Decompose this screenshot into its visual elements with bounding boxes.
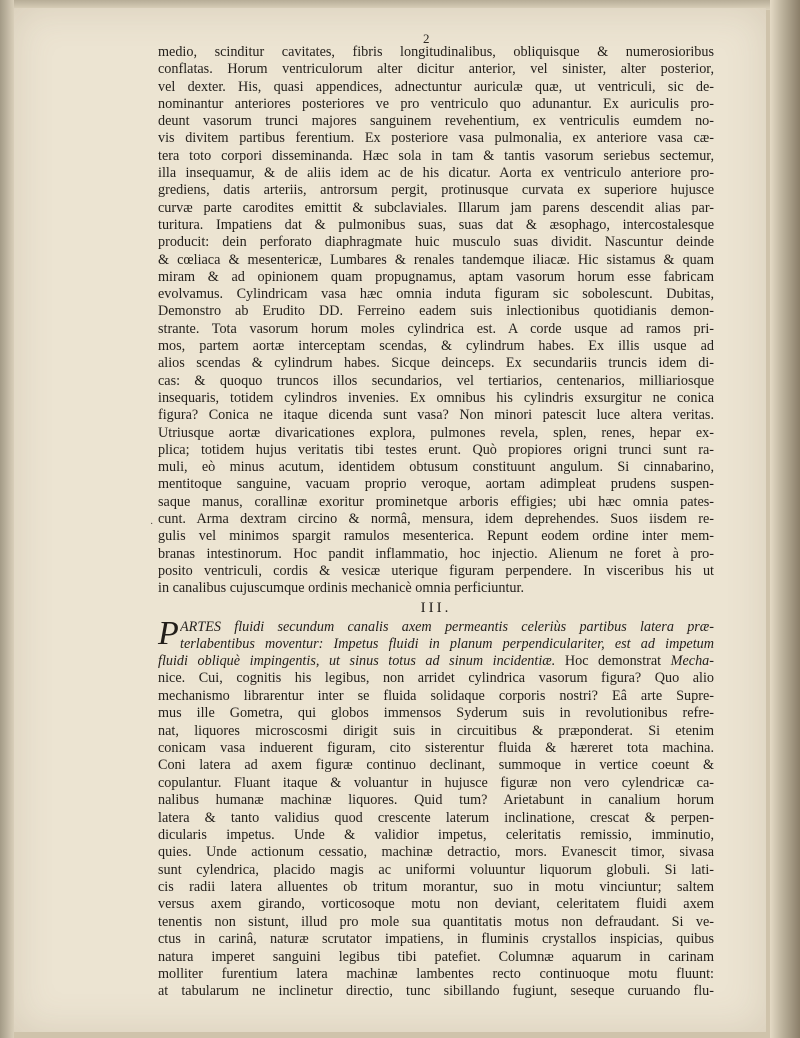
text-line: mus ille Gometra, qui globos immensos Syderum suis in revolutionibus refre- — [158, 705, 714, 722]
text-line: saque manus, corallinæ exoritur prominetque arboris effigies; ubi hæc omnia pates- — [158, 493, 714, 510]
text-line: evolvamus. Cylindricam vasa hæc omnia induta figuram sic sobolescunt. Dubitas, — [158, 286, 714, 303]
paragraph-2 — [158, 670, 714, 1000]
text-line: versus axem girando, vorticosoque motu non deviant, celeritatem fluidi axem — [158, 896, 714, 913]
text-line: vis divitem partibus ferentium. Ex posteriore vasa pulmonalia, ex anteriore vasa cæ- — [158, 130, 714, 147]
text-line: curvæ parte carodites emittit & subclaviales. Illarum jam parens descendit alias par- — [158, 199, 714, 216]
text-line: figura? Conica ne itaque dicenda sunt vasa? Non minori patescit luce altera veritas. — [158, 407, 714, 424]
italic-span: Mecha- — [670, 653, 714, 670]
paragraph-2-opening — [158, 614, 714, 671]
page-text — [158, 44, 714, 1001]
text-line: posito ventriculi, cordis & vesicæ uterique figuram perpendere. In visceribus his ut — [158, 562, 714, 579]
text-line: sunt cylendrica, placido magis ac uniformi voluuntur liquorum globuli. Si lati- — [158, 861, 714, 878]
text-line: medio, scinditur cavitates, fibris longitudinalibus, obliquisque & numerosioribus — [158, 44, 714, 60]
text-line: producit: dein perforato diaphragmate huic musculo suas dividit. Nascuntur deinde — [158, 234, 714, 251]
text-line: latera & tanto validius quod crescente laterum inclinatione, crescat & perpen- — [158, 809, 714, 826]
text-line: insequaris, totidem cylindros invenies. Ex omnibus his cylindris exsurgitur ne conica — [158, 389, 714, 406]
text-line: quies. Unde actionum cessatio, machinæ detractio, mors. Evanescit timor, sivasa — [158, 844, 714, 861]
text-line: cis radii latera alluentes ob tritum morantur, suo in motu vinciuntur; saltem — [158, 879, 714, 896]
book-right-edge — [770, 0, 800, 1038]
text-line: ctus in carinâ, naturæ scrutator impatiens, in fluminis crystallos inspicias, quibus — [158, 931, 714, 948]
text-line: tera toto corpori disseminanda. Hæc sola in tam & tantis vasorum seriebus sectemur, — [158, 147, 714, 164]
text-line: plica; totidem hujus veritatis tibi testes erunt. Quò propiores origni trunci sunt ra- — [158, 441, 714, 458]
text-line: at tabularum ne inclinetur directio, tunc sibillando fugiunt, seseque curuando flu- — [158, 983, 714, 1000]
text-line: strante. Tota vasorum horum moles cylindrica est. A corde usque ad ramos pri- — [158, 320, 714, 337]
text-line: Demonstro ab Erudito DD. Ferreino eadem suis inlectionibus quotidianis demon- — [158, 303, 714, 320]
text-line: mentitoque sanguine, vacuam proprio veroque, aortam adimpleat prudens suspen- — [158, 476, 714, 493]
book-left-edge — [0, 0, 14, 1038]
text-line: branas intestinorum. Hoc pandit inflammatio, hoc injectio. Alienum ne foret à pro- — [158, 545, 714, 562]
page-number: 2 — [423, 31, 430, 46]
text-line: turitura. Impatiens dat & pulmonibus suas, suas dat & æsophago, intercostalesque — [158, 216, 714, 233]
text-line: vel dexter. His, quasi appendices, adnectuntur auriculæ quæ, ut ventriculi, sic de- — [158, 78, 714, 95]
text-line: cunt. Arma dextram circino & normâ, mensura, idem deprehendes. Suos iisdem re- — [158, 511, 714, 528]
text-line: & cœliaca & mesentericæ, Lumbares & renales tandemque iliacæ. Hic sistamus & quam — [158, 251, 714, 268]
drop-cap: P — [158, 614, 179, 652]
section-number: III. — [420, 599, 452, 616]
text-line: nominantur anteriores posteriores ve pro ventriculo quo adunantur. Ex auriculis pro- — [158, 95, 714, 112]
text-line: tenentis non sistunt, illud pro mole sua quantitatis motus non defraudant. Si ve- — [158, 913, 714, 930]
text-line: mechanismo librarentur inter se fluida solidaque corporis nostri? Eâ arte Supre- — [158, 687, 714, 704]
text-line: natura imperet sanguini legibus tibi patefiet. Columnæ aquarum in carinam — [158, 948, 714, 965]
text-line: copulantur. Fluant itaque & voluantur in hujusce figuræ non vero cylendricæ ca- — [158, 774, 714, 791]
text-line: alios scendas & cylindrum habes. Sicque deinceps. Ex secundariis truncis idem di- — [158, 355, 714, 372]
text-line: illa insequamur, & de aliis idem ac de his dicatur. Aorta ex ventriculo anteriore pro- — [158, 165, 714, 182]
text-line: nice. Cui, cognitis his legibus, non arridet cylindrica vasorum figura? Quo alio — [158, 670, 714, 687]
text-line: Utriusque aortæ divaricationes explora, pulmones revela, splen, renes, hepar ex- — [158, 424, 714, 441]
paragraph-1 — [158, 44, 714, 598]
text-line: gulis vel minimos spargit ramulos mesenterica. Repunt eodem ordine inter mem- — [158, 528, 714, 545]
text-line: miram & ad opinionem quam propugnamus, aptam vasorum horum esse fabricam — [158, 268, 714, 285]
text-line: cas: & quoquo truncos illos secundarios, vel tertiarios, centenarios, milliariosque — [158, 372, 714, 389]
text-line: ARTES fluidi secundum canalis axem permeantis celeriùs partibus latera præ- — [180, 618, 714, 635]
italic-span: fluidi obliquè impingentis, ut sinus totus ad sinum incidentiæ. — [158, 653, 556, 670]
gutter-mark: · — [150, 519, 154, 530]
text-line: molliter furentium latera machinæ lambentes recto continuoque motu fluunt: — [158, 966, 714, 983]
text-line: Coni latera ad axem figuræ continuo declinant, summoque in vertice coeunt & — [158, 757, 714, 774]
text-line: in canalibus cujuscumque ordinis mechanicè omnia perficiuntur. — [158, 580, 525, 597]
text-line: conicam vasa induerent figuram, cito sisterentur fluida & hæreret tota machina. — [158, 739, 714, 756]
text-line: nalibus humanæ machinæ liquores. Quid tum? Arietabunt in canalium horum — [158, 792, 714, 809]
text-line — [158, 653, 714, 670]
text-line: muli, eò minus acutum, identidem obtusum constituunt angulum. Si cinnabarino, — [158, 459, 714, 476]
roman-span: Hoc demonstrat — [555, 653, 671, 670]
text-line: mos, partem aortæ interceptam scendas, & cylindrum habes. Ex illis usque ad — [158, 338, 714, 355]
text-line: dicularis impetus. Unde & validior impetus, celeritatis remissio, imminutio, — [158, 826, 714, 843]
text-line: deunt vasorum trunci majores sanguinem revehentium, ex ventriculis eumdem no- — [158, 113, 714, 130]
text-line: conflatas. Horum ventriculorum alter dicitur anterior, vel sinister, alter posterior, — [158, 61, 714, 78]
text-line: nat, liquores microscosmi dirigit suis in circuitibus & præponderat. Si etenim — [158, 722, 714, 739]
text-line: terlabentibus moventur: Impetus fluidi in planum perpendiculariter, est ad impetum — [180, 635, 714, 652]
text-line: grediens, datis arteriis, antrorsum pergit, protinusque curvata ex superiore hujusce — [158, 182, 714, 199]
